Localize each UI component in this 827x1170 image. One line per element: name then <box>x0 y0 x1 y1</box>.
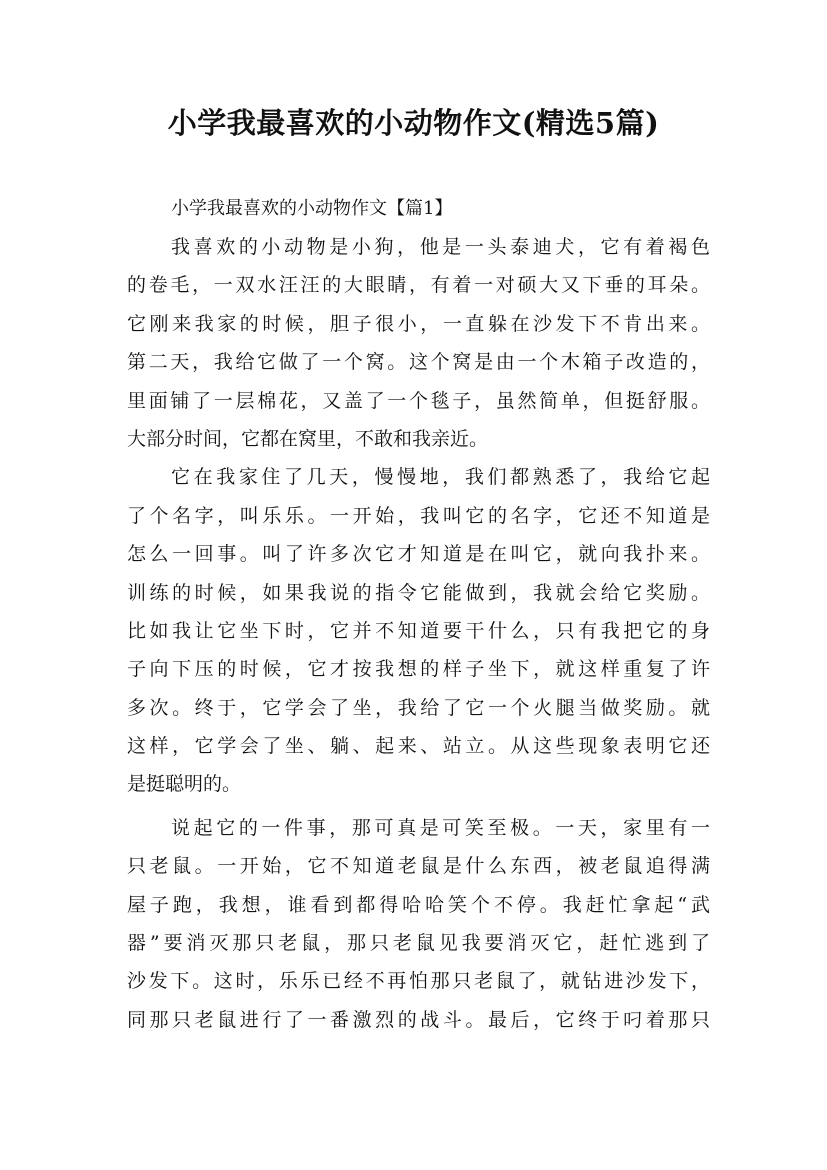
paragraph-line: 这样，它学会了坐、躺、起来、站立。从这些现象表明它还 <box>127 735 710 758</box>
paragraph-line: 比如我让它坐下时，它并不知道要干什么，只有我把它的身 <box>127 619 710 642</box>
paragraph-line: 第二天，我给它做了一个窝。这个窝是由一个木箱子改造的， <box>127 351 710 374</box>
paragraph-line: 它刚来我家的时候，胆子很小，一直躲在沙发下不肯出来。 <box>127 312 710 335</box>
document-body <box>127 190 710 1039</box>
paragraph-line: 我喜欢的小动物是小狗，他是一头泰迪犬，它有着褐色 <box>171 236 710 258</box>
paragraph-line: 沙发下。这时，乐乐已经不再怕那只老鼠了，就钻进沙发下， <box>127 970 710 993</box>
paragraph-line: 大部分时间，它都在窝里，不敢和我亲近。 <box>127 427 489 450</box>
paragraph-line: 同那只老鼠进行了一番激烈的战斗。最后，它终于叼着那只 <box>127 1008 710 1031</box>
paragraph-line: 子向下压的时候，它才按我想的样子坐下，就这样重复了许 <box>127 658 710 681</box>
paragraph-line: 是挺聪明的。 <box>127 773 242 796</box>
paragraph-line: 了个名字，叫乐乐。一开始，我叫它的名字，它还不知道是 <box>127 504 710 527</box>
paragraph-line: 里面铺了一层棉花，又盖了一个毯子，虽然简单，但挺舒服。 <box>127 389 710 412</box>
paragraph-line: 它在我家住了几天，慢慢地，我们都熟悉了，我给它起 <box>171 466 710 489</box>
section-heading: 小学我最喜欢的小动物作文【篇1】 <box>171 198 453 219</box>
paragraph-line: 的卷毛，一双水汪汪的大眼睛，有着一对硕大又下垂的耳朵。 <box>127 274 710 297</box>
paragraph-2 <box>127 458 710 804</box>
document-title: 小学我最喜欢的小动物作文(精选5篇) <box>167 106 660 140</box>
paragraph-line: 屋子跑，我想，谁看到都得哈哈笑个不停。我赶忙拿起“武 <box>127 893 710 916</box>
paragraph-3 <box>127 809 710 1039</box>
paragraph-line: 说起它的一件事，那可真是可笑至极。一天，家里有一 <box>171 816 710 839</box>
paragraph-line: 器”要消灭那只老鼠，那只老鼠见我要消灭它，赶忙逃到了 <box>127 932 710 955</box>
paragraph-line: 多次。终于，它学会了坐，我给了它一个火腿当做奖励。就 <box>127 696 710 719</box>
paragraph-1 <box>127 228 710 458</box>
paragraph-line: 训练的时候，如果我说的指令它能做到，我就会给它奖励。 <box>127 581 710 604</box>
paragraph-line: 只老鼠。一开始，它不知道老鼠是什么东西，被老鼠追得满 <box>127 855 710 878</box>
paragraph-line: 怎么一回事。叫了许多次它才知道是在叫它，就向我扑来。 <box>127 543 710 566</box>
